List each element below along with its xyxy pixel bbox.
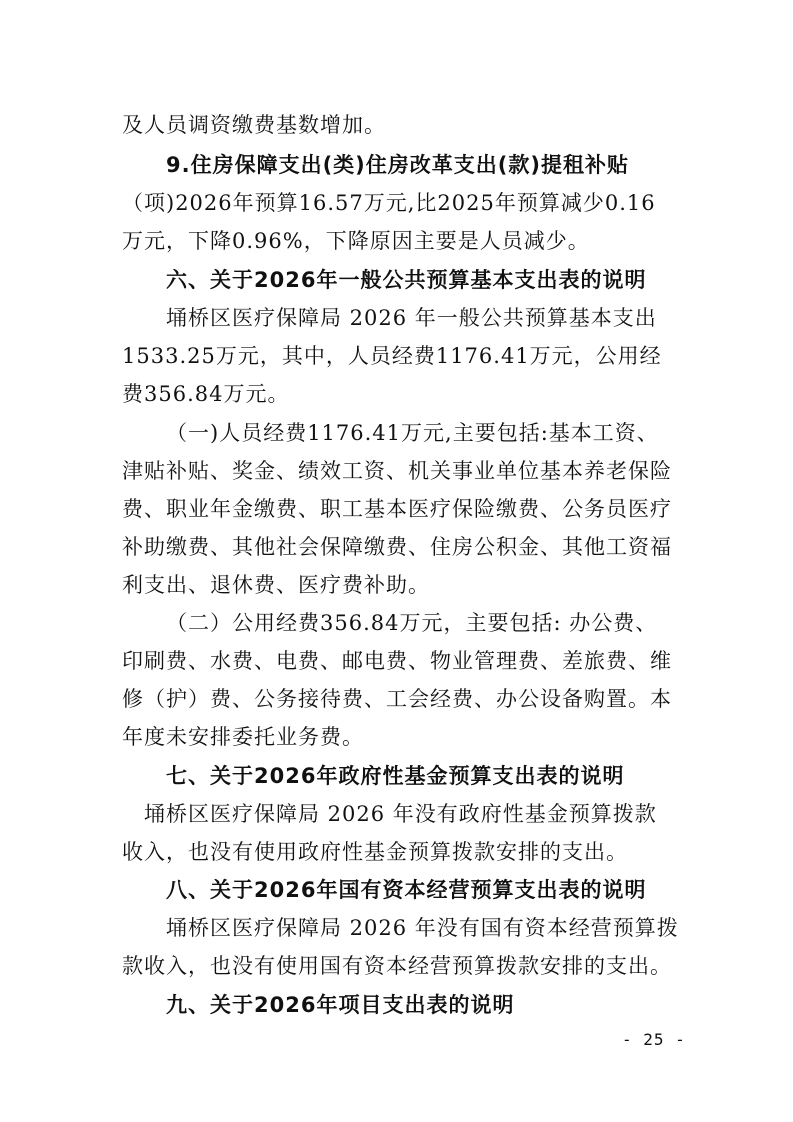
paragraph-line: 津贴补贴、奖金、绩效工资、机关事业单位基本养老保险 xyxy=(122,459,672,483)
paragraph-line: （一)人员经费1176.41万元,主要包括:基本工资、 xyxy=(166,421,659,445)
paragraph-line: 印刷费、水费、电费、邮电费、物业管理费、差旅费、维 xyxy=(122,649,672,673)
paragraph-line: 收入，也没有使用政府性基金预算拨款安排的支出。 xyxy=(122,840,628,864)
paragraph-line: 费、职业年金缴费、职工基本医疗保险缴费、公务员医疗 xyxy=(122,497,672,521)
paragraph-line: 利支出、退休费、医疗费补助。 xyxy=(122,573,430,597)
section-heading: 七、关于2026年政府性基金预算支出表的说明 xyxy=(166,764,625,788)
paragraph-line: （项)2026年预算16.57万元,比2025年预算减少0.16 xyxy=(122,191,656,215)
page-number: - 25 - xyxy=(622,1030,686,1049)
item-heading-line: 9.住房保障支出(类)住房改革支出(款)提租补贴 xyxy=(166,153,629,177)
section-heading: 九、关于2026年项目支出表的说明 xyxy=(166,993,515,1017)
paragraph-line: 及人员调资缴费基数增加。 xyxy=(122,113,386,137)
paragraph-line: 年度未安排委托业务费。 xyxy=(122,725,364,749)
paragraph-line: 款收入，也没有使用国有资本经营预算拨款安排的支出。 xyxy=(122,954,672,978)
paragraph-line: 万元，下降0.96%，下降原因主要是人员减少。 xyxy=(122,229,590,253)
paragraph-line: 补助缴费、其他社会保障缴费、住房公积金、其他工资福 xyxy=(122,535,672,559)
paragraph-line: 1533.25万元，其中，人员经费1176.41万元，公用经 xyxy=(122,344,662,368)
paragraph-line: 费356.84万元。 xyxy=(122,382,290,406)
paragraph-line: 修（护）费、公务接待费、工会经费、办公设备购置。本 xyxy=(122,687,672,711)
paragraph-line: 埇桥区医疗保障局 2026 年没有国有资本经营预算拨 xyxy=(166,916,679,940)
section-heading: 六、关于2026年一般公共预算基本支出表的说明 xyxy=(166,268,647,292)
paragraph-line: 埇桥区医疗保障局 2026 年一般公共预算基本支出 xyxy=(166,306,657,330)
paragraph-line: 埇桥区医疗保障局 2026 年没有政府性基金预算拨款 xyxy=(144,802,657,826)
section-heading: 八、关于2026年国有资本经营预算支出表的说明 xyxy=(166,878,647,902)
paragraph-line: （二）公用经费356.84万元，主要包括: 办公费、 xyxy=(166,611,658,635)
